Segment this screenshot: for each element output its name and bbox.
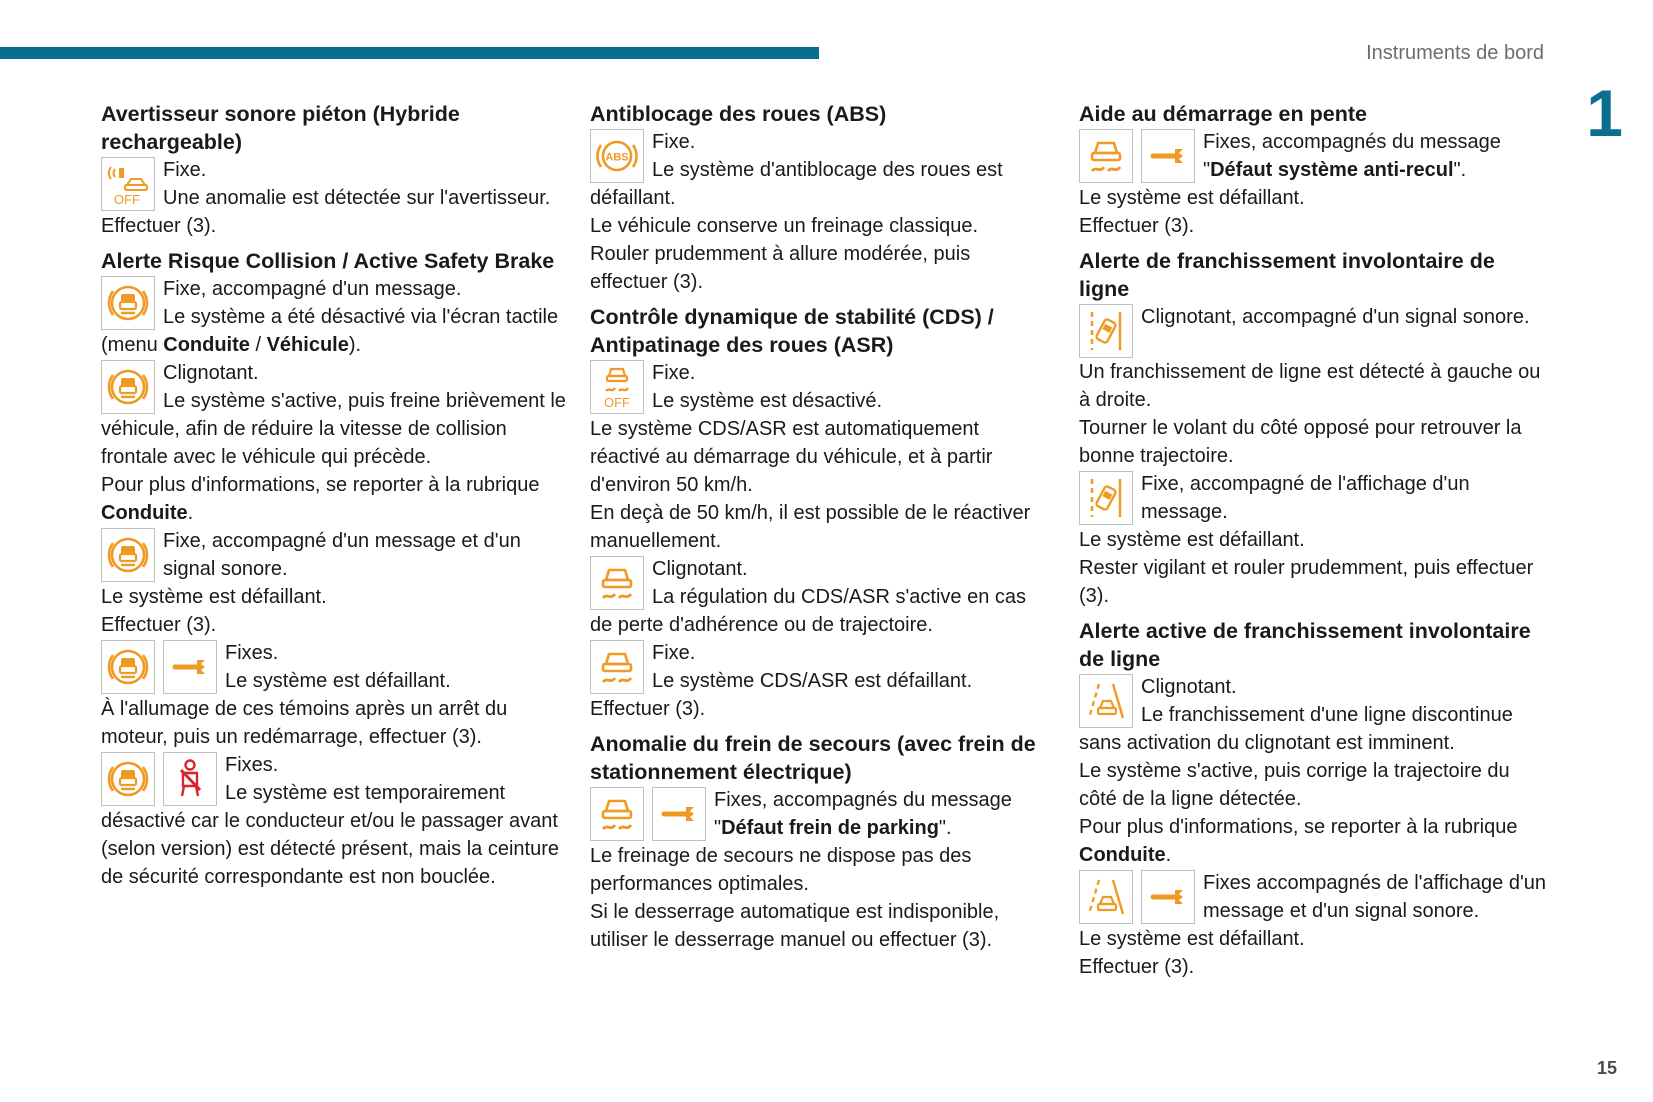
text-line: Clignotant. (163, 362, 259, 384)
wrench-icon (652, 787, 706, 841)
text-line: Pour plus d'informations, se reporter à la rubrique Conduite. (101, 474, 540, 524)
section-emergency-brake (590, 730, 1050, 954)
section-title: Avertisseur sonore piéton (Hybride rechargeable) (101, 102, 460, 154)
chapter-number: 1 (1586, 76, 1623, 150)
text-line: Le système est défaillant. (1079, 187, 1305, 209)
text-line: Fixes, accompagnés du message "Défaut frein de parking". (714, 789, 1012, 839)
text-line: Effectuer (3). (1079, 956, 1195, 978)
stability-control-icon (590, 787, 644, 841)
column-1 (101, 100, 571, 898)
text-line: Le système est temporairement désactivé car le conducteur et/ou le passager avant (selon version) est détecté présent, mais la ceinture de sécurité correspondante est non bouclée. (101, 782, 559, 888)
text-line: Une anomalie est détectée sur l'avertisseur. (163, 187, 551, 209)
text-line: Rouler prudemment à allure modérée, puis effectuer (3). (590, 243, 971, 293)
stability-control-icon (590, 556, 644, 610)
section-title: Alerte Risque Collision / Active Safety Brake (101, 249, 555, 273)
text-line: Fixe, accompagné d'un message et d'un signal sonore. (163, 530, 521, 580)
collision-alert-icon (101, 528, 155, 582)
section-title: Contrôle dynamique de stabilité (CDS) / Antipatinage des roues (ASR) (590, 305, 994, 357)
section-collision-alert (101, 247, 571, 891)
collision-alert-icon (101, 752, 155, 806)
stability-control-icon (1079, 129, 1133, 183)
svg-text:OFF: OFF (114, 192, 140, 207)
text-line: Le système est défaillant. (1079, 928, 1305, 950)
text-line: Un franchissement de ligne est détecté à gauche ou à droite. (1079, 361, 1541, 411)
section-title: Aide au démarrage en pente (1079, 102, 1367, 126)
abs-icon (590, 129, 644, 183)
text-line: Fixes. (225, 642, 279, 664)
section-title: Alerte active de franchissement involontaire de ligne (1079, 619, 1531, 671)
column-2 (590, 100, 1050, 961)
text-line: À l'allumage de ces témoins après un arrêt du moteur, puis un redémarrage, effectuer (3). (101, 698, 508, 748)
text-line: Le système s'active, puis freine brièvement le véhicule, afin de réduire la vitesse de collision frontale avec le véhicule qui précède. (101, 390, 566, 468)
text-line: Fixes accompagnés de l'affichage d'un message et d'un signal sonore. (1203, 872, 1547, 922)
text-line: Clignotant. (652, 558, 748, 580)
header-accent-bar (0, 47, 819, 59)
text-line: Le système a été désactivé via l'écran tactile (menu Conduite / Véhicule). (101, 306, 559, 356)
text-line: Fixe. (652, 362, 696, 384)
column-3 (1079, 100, 1549, 988)
lane-departure-icon (1079, 304, 1133, 358)
text-line: En deçà de 50 km/h, il est possible de le réactiver manuellement. (590, 502, 1031, 552)
section-title: Anomalie du frein de secours (avec frein de stationnement électrique) (590, 732, 1036, 784)
text-line: Rester vigilant et rouler prudemment, puis effectuer (3). (1079, 557, 1534, 607)
text-line: Effectuer (3). (1079, 215, 1195, 237)
running-title: Instruments de bord (1366, 42, 1544, 64)
lane-departure-icon (1079, 471, 1133, 525)
page-number: 15 (1596, 1058, 1617, 1078)
section-abs (590, 100, 1050, 296)
section-title: Alerte de franchissement involontaire de ligne (1079, 249, 1495, 301)
seatbelt-icon (163, 752, 217, 806)
text-line: Fixe. (652, 131, 696, 153)
text-line: Le système est défaillant. (1079, 529, 1305, 551)
text-line: Le système est désactivé. (652, 390, 883, 412)
abs-label: ABS (605, 151, 629, 164)
text-line: Fixe, accompagné d'un message. (163, 278, 462, 300)
section-lane-departure (1079, 247, 1549, 610)
text-line: Fixe, accompagné de l'affichage d'un message. (1141, 473, 1470, 523)
text-line: Fixe. (163, 159, 207, 181)
wrench-icon (163, 640, 217, 694)
text-line: Le système s'active, puis corrige la trajectoire du côté de la ligne détectée. (1079, 760, 1510, 810)
section-active-lane-departure (1079, 617, 1549, 981)
collision-alert-icon (101, 276, 155, 330)
text-line: Le freinage de secours ne dispose pas des performances optimales. (590, 845, 972, 895)
text-line: Le système CDS/ASR est automatiquement réactivé au démarrage du véhicule, et à partir d'environ 50 km/h. (590, 418, 993, 496)
section-title: Antiblocage des roues (ABS) (590, 102, 887, 126)
off-label: OFF (604, 395, 630, 410)
wrench-icon (1141, 129, 1195, 183)
section-hill-start (1079, 100, 1549, 240)
text-line: Le système CDS/ASR est défaillant. (652, 670, 973, 692)
text-line: Tourner le volant du côté opposé pour retrouver la bonne trajectoire. (1079, 417, 1522, 467)
text-line: Effectuer (3). (101, 215, 217, 237)
text-line: Effectuer (3). (101, 614, 217, 636)
collision-alert-icon (101, 360, 155, 414)
pedestrian-horn-off-icon (101, 157, 155, 211)
text-line: La régulation du CDS/ASR s'active en cas de perte d'adhérence ou de trajectoire. (590, 586, 1027, 636)
collision-alert-icon (101, 640, 155, 694)
active-lane-keeping-icon (1079, 870, 1133, 924)
text-line: Fixe. (652, 642, 696, 664)
section-pedestrian-horn (101, 100, 571, 240)
stability-control-off-icon (590, 360, 644, 414)
section-stability-control (590, 303, 1050, 723)
text-line: Le véhicule conserve un freinage classique. (590, 215, 979, 237)
text-line: Clignotant, accompagné d'un signal sonore. (1141, 306, 1530, 328)
wrench-icon (1141, 870, 1195, 924)
text-line: Le système est défaillant. (101, 586, 327, 608)
text-line: Pour plus d'informations, se reporter à la rubrique Conduite. (1079, 816, 1518, 866)
text-line: Si le desserrage automatique est indisponible, utiliser le desserrage manuel ou effectuer (3). (590, 901, 1000, 951)
text-line: Effectuer (3). (590, 698, 706, 720)
text-line: Le franchissement d'une ligne discontinue sans activation du clignotant est imminent. (1079, 704, 1513, 754)
stability-control-icon (590, 640, 644, 694)
text-line: Clignotant. (1141, 676, 1237, 698)
active-lane-keeping-icon (1079, 674, 1133, 728)
text-line: Le système d'antiblocage des roues est défaillant. (590, 159, 1003, 209)
text-line: Fixes, accompagnés du message "Défaut système anti-recul". (1203, 131, 1501, 181)
text-line: Fixes. (225, 754, 279, 776)
text-line: Le système est défaillant. (225, 670, 451, 692)
